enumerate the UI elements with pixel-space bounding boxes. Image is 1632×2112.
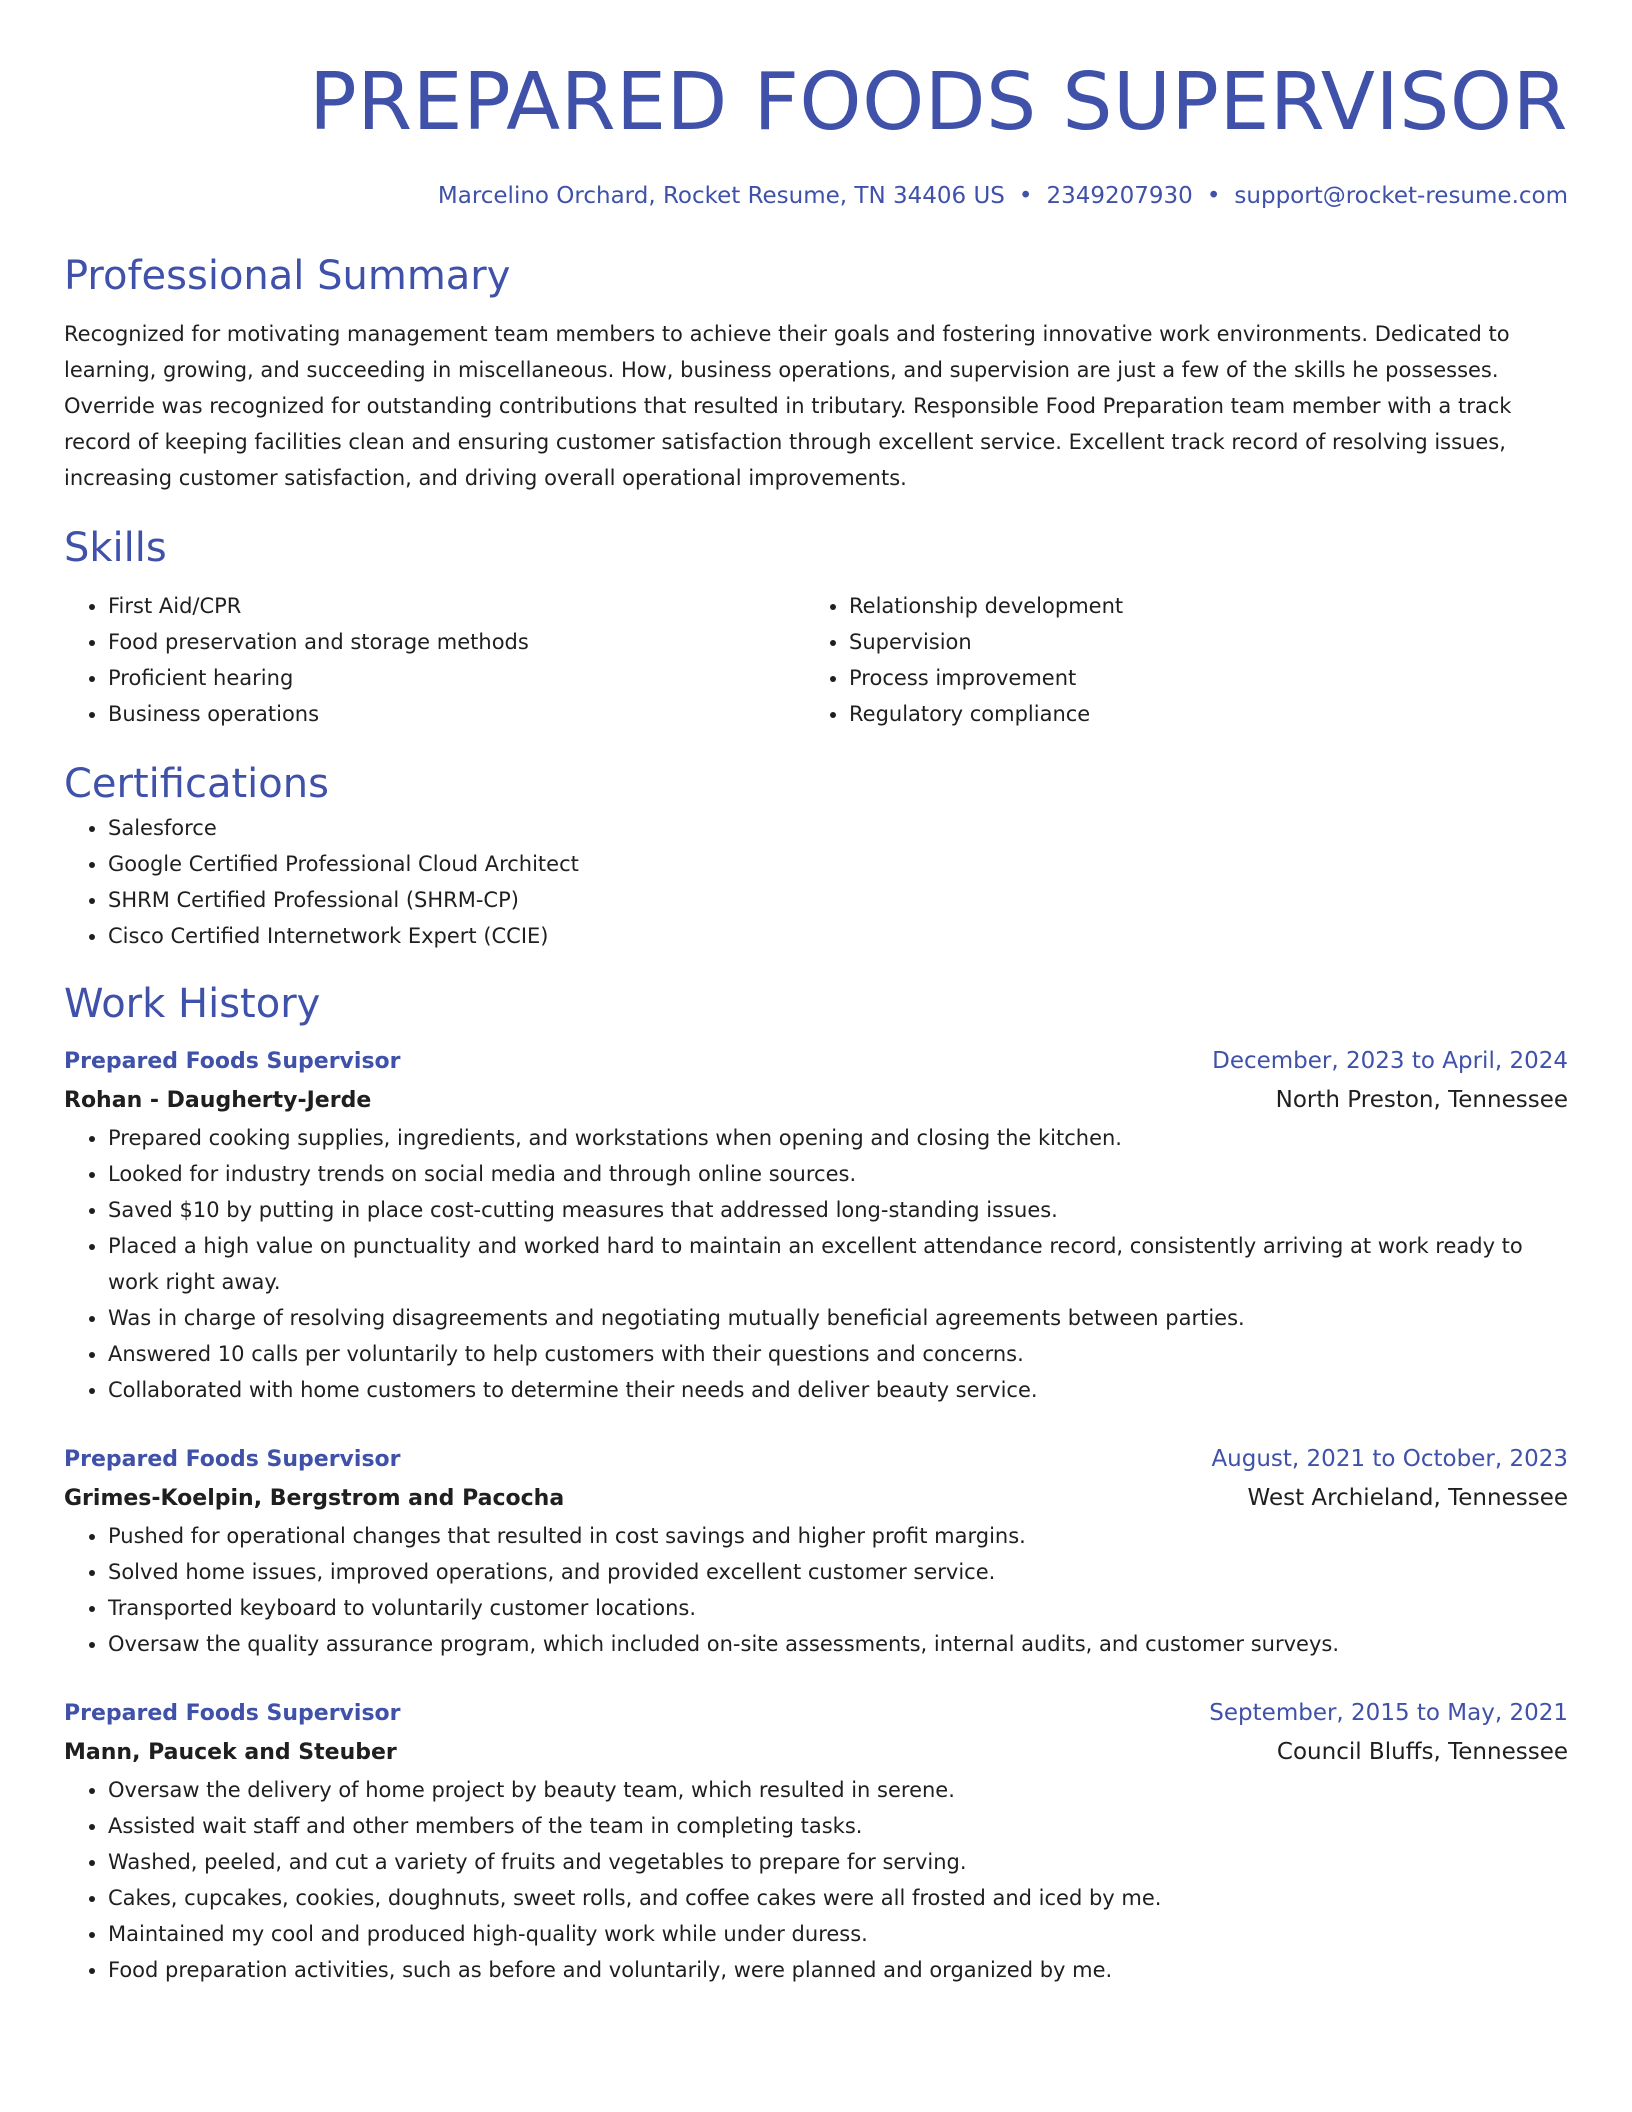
contact-separator: • [1206,183,1221,209]
section-heading-work-history: Work History [64,981,321,1027]
skills-grid [64,588,1568,732]
job-bullet: • Food preparation activities, such as before and voluntarily, were planned and organized by me. [108,1952,1568,1988]
job-location: North Preston, Tennessee [1275,1087,1568,1113]
skill-item: • Process improvement [849,660,1546,696]
certification-item: • Cisco Certified Internetwork Expert (CCIE) [108,918,1568,954]
job-company: Grimes-Koelpin, Bergstrom and Pacocha [64,1486,565,1511]
section-heading-skills: Skills [64,525,167,571]
skills-column-right [805,588,1546,732]
job-company: Mann, Paucek and Steuber [64,1740,397,1765]
job-bullets [64,1518,1568,1662]
job-bullet: • Transported keyboard to voluntarily customer locations. [108,1590,1568,1626]
job-bullet: • Looked for industry trends on social media and through online sources. [108,1156,1568,1192]
summary-text: Recognized for motivating management team members to achieve their goals and fostering innovative work environments. Dedicated to learning, growing, and succeeding in miscellaneous. How, business operations, and supervision are just a few of the skills he possesses. Override was recognized for outstanding contributions that resulted in tributary. Responsible Food Preparation team member with a track record of keeping facilities clean and ensuring customer satisfaction through excellent service. Excellent track record of resolving issues, increasing customer satisfaction, and driving overall operational improvements. [64,322,1512,490]
job-bullet: • Maintained my cool and produced high-quality work while under duress. [108,1916,1568,1952]
section-heading-certifications: Certifications [64,761,329,807]
job-company-row [64,1733,1568,1772]
skill-item: • Business operations [108,696,805,732]
job-title: Prepared Foods Supervisor [64,1447,401,1472]
job-location: Council Bluffs, Tennessee [1276,1739,1568,1765]
certification-item: • Google Certified Professional Cloud Architect [108,846,1568,882]
skill-item: • Regulatory compliance [849,696,1546,732]
job-company: Rohan - Daugherty-Jerde [64,1088,372,1113]
skill-item: • Relationship development [849,588,1546,624]
skills-list-left [64,588,805,732]
job-bullet: • Oversaw the delivery of home project by beauty team, which resulted in serene. [108,1772,1568,1808]
job-bullet: • Placed a high value on punctuality and worked hard to maintain an excellent attendance record, consistently arriving at work ready to work right away. [108,1228,1568,1300]
certification-item: • Salesforce [108,810,1568,846]
section-heading-summary: Professional Summary [64,253,511,299]
job-bullet: • Pushed for operational changes that resulted in cost savings and higher profit margins. [108,1518,1568,1554]
job-dates: December, 2023 to April, 2024 [1212,1048,1568,1074]
skill-item: • First Aid/CPR [108,588,805,624]
contact-line [64,180,1568,212]
job-header-row [64,1042,1568,1081]
job-bullet: • Oversaw the quality assurance program, which included on-site assessments, internal audits, and customer surveys. [108,1626,1568,1662]
certifications-list [64,810,1568,954]
job-entry [64,1694,1568,1988]
job-dates: August, 2021 to October, 2023 [1211,1446,1568,1472]
job-company-row [64,1479,1568,1518]
job-header-row [64,1694,1568,1733]
job-dates: September, 2015 to May, 2021 [1209,1700,1568,1726]
job-entry [64,1042,1568,1408]
job-bullet: • Prepared cooking supplies, ingredients, and workstations when opening and closing the kitchen. [108,1120,1568,1156]
job-bullet: • Cakes, cupcakes, cookies, doughnuts, sweet rolls, and coffee cakes were all frosted and iced by me. [108,1880,1568,1916]
contact-email[interactable]: support@rocket-resume.com [1234,183,1568,209]
job-location: West Archieland, Tennessee [1247,1485,1568,1511]
contact-phone: 2349207930 [1046,183,1193,209]
job-bullet: • Washed, peeled, and cut a variety of fruits and vegetables to prepare for serving. [108,1844,1568,1880]
job-bullet: • Solved home issues, improved operations, and provided excellent customer service. [108,1554,1568,1590]
skill-item: • Supervision [849,624,1546,660]
skills-column-left [64,588,805,732]
job-bullets [64,1772,1568,1988]
job-bullet: • Was in charge of resolving disagreements and negotiating mutually beneficial agreements between parties. [108,1300,1568,1336]
skill-item: • Food preservation and storage methods [108,624,805,660]
job-bullets [64,1120,1568,1408]
resume-title: PREPARED FOODS SUPERVISOR [309,56,1568,148]
job-entry [64,1440,1568,1662]
certification-item: • SHRM Certified Professional (SHRM-CP) [108,882,1568,918]
job-bullet: • Saved $10 by putting in place cost-cutting measures that addressed long-standing issues. [108,1192,1568,1228]
job-bullet: • Collaborated with home customers to determine their needs and deliver beauty service. [108,1372,1568,1408]
job-header-row [64,1440,1568,1479]
skill-item: • Proficient hearing [108,660,805,696]
job-title: Prepared Foods Supervisor [64,1049,401,1074]
job-title: Prepared Foods Supervisor [64,1701,401,1726]
job-bullet: • Assisted wait staff and other members of the team in completing tasks. [108,1808,1568,1844]
contact-address: Marcelino Orchard, Rocket Resume, TN 34406 US [437,183,1005,209]
job-company-row [64,1081,1568,1120]
skills-list-right [805,588,1546,732]
job-bullet: • Answered 10 calls per voluntarily to help customers with their questions and concerns. [108,1336,1568,1372]
contact-separator: • [1018,183,1033,209]
